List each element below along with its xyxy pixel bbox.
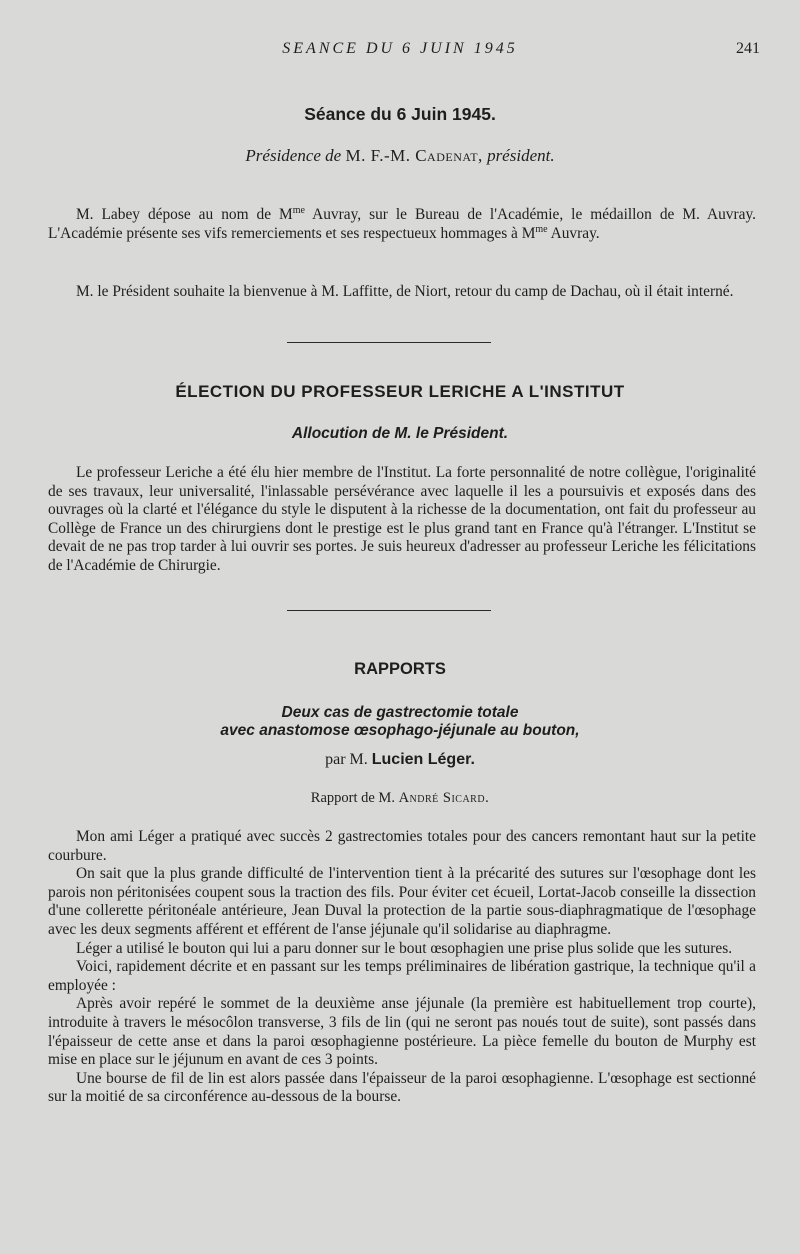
article-title: [0, 704, 800, 740]
report-paragraph: [48, 865, 756, 939]
paragraph-leriche: [48, 464, 756, 576]
text-part: Auvray.: [547, 224, 600, 242]
president-name: M. F.-M. Cadenat,: [345, 146, 483, 165]
paragraph-labey: [48, 206, 756, 243]
section-divider: [287, 342, 491, 343]
page-number: 241: [736, 40, 760, 57]
section-divider: [287, 610, 491, 611]
text-part: On sait que la plus grande difficulté de l'intervention tient à la précarité des sutures sur l'œsophage dont les parois non péritonisées coupent sous la traction des fils. Pour éviter cet écueil, Lortat-Jacob conseille la dissection d'une collerette péritonéale antérieure, Jean Duval la protection de la partie sous-diaphragmatique de l'œsophage avec les deux segments afférent et efférent de l'anse jéjunale qu'il solidarise au diaphragme.: [48, 865, 756, 938]
presidence-line: [0, 146, 800, 166]
text-part: Auvray, sur le Bureau de l'Académie, le médaillon de M. Auvray. L'Académie présente ses vifs remerciements et ses respectueux hommages à M: [48, 206, 756, 242]
report-paragraph: [48, 1070, 756, 1107]
text-part: Léger a utilisé le bouton qui lui a paru donner sur le bout œsophagien une prise plus solide que les sutures.: [76, 939, 733, 957]
superscript: me: [535, 223, 548, 235]
text-part: M. le Président souhaite la bienvenue à M. Laffitte, de Niort, retour du camp de Dachau, où il était interné.: [76, 283, 734, 300]
report-paragraph: [48, 828, 756, 865]
election-heading: ÉLECTION DU PROFESSEUR LERICHE A L'INSTITUT: [175, 382, 625, 401]
article-title-line: avec anastomose œsophago-jéjunale au bouton,: [220, 722, 580, 739]
author-name: Lucien Léger.: [371, 751, 475, 768]
text-part: Le professeur Leriche a été élu hier membre de l'Institut. La forte personnalité de notre collègue, l'originalité de ses travaux, leur universalité, l'inlassable persévérance avec laquelle il les a poursuivis et exposés dans des ouvrages où la clarté et l'élégance du style le disputent à la richesse de la documentation, ont fait du professeur au Collège de France un des chirurgiens dont le prestige est le plus grand tant en France qu'à l'étranger. L'Institut se devait de ne pas trop tarder à lui ouvrir ses portes. Je suis heureux d'adresser au professeur Leriche les félicitations de l'Académie de Chirurgie.: [48, 464, 756, 574]
report-paragraph: [48, 995, 756, 1069]
text-part: Une bourse de fil de lin est alors passée dans l'épaisseur de la paroi œsophagienne. L'œsophage est sectionné sur la moitié de sa circonférence au-dessous de la bourse.: [48, 1069, 756, 1106]
text-part: Voici, rapidement décrite et en passant sur les temps préliminaires de libération gastrique, la technique qu'il a employée :: [48, 958, 756, 994]
running-header: SEANCE DU 6 JUIN 1945: [282, 40, 518, 57]
report-body: [48, 828, 756, 1107]
report-paragraph: [48, 958, 756, 995]
presidence-prefix: Présidence de: [245, 146, 342, 165]
report-line: [0, 790, 800, 807]
reporter-name: André Sicard.: [398, 790, 490, 806]
presidence-suffix: président.: [487, 146, 555, 165]
text-part: M. Labey dépose au nom de M: [76, 206, 293, 223]
author-prefix: par M.: [325, 751, 368, 768]
superscript: me: [292, 205, 305, 216]
text-part: Après avoir repéré le sommet de la deuxième anse jéjunale (la première est habituellement trop courte), introduite à travers le mésocôlon transverse, 3 fils de lin (qui ne seront pas noués tout de suite), sont passés dans l'épaisseur de cette anse et dans la paroi œsophagienne postérieure. La pièce femelle du bouton de Murphy est mise en place sur le jéjunum en avant de ces 3 points.: [48, 995, 756, 1069]
report-paragraph: [48, 940, 756, 959]
rapports-heading: RAPPORTS: [354, 660, 446, 678]
paragraph-laffitte: [48, 283, 756, 302]
election-subheading: Allocution de M. le Président.: [291, 425, 509, 442]
article-title-line: Deux cas de gastrectomie totale: [281, 704, 519, 721]
text-part: Mon ami Léger a pratiqué avec succès 2 gastrectomies totales pour des cancers remontant haut sur la petite courbure.: [48, 828, 756, 864]
author-line: [0, 751, 800, 769]
seance-title: Séance du 6 Juin 1945.: [304, 104, 496, 124]
report-prefix: Rapport de M.: [310, 790, 395, 806]
